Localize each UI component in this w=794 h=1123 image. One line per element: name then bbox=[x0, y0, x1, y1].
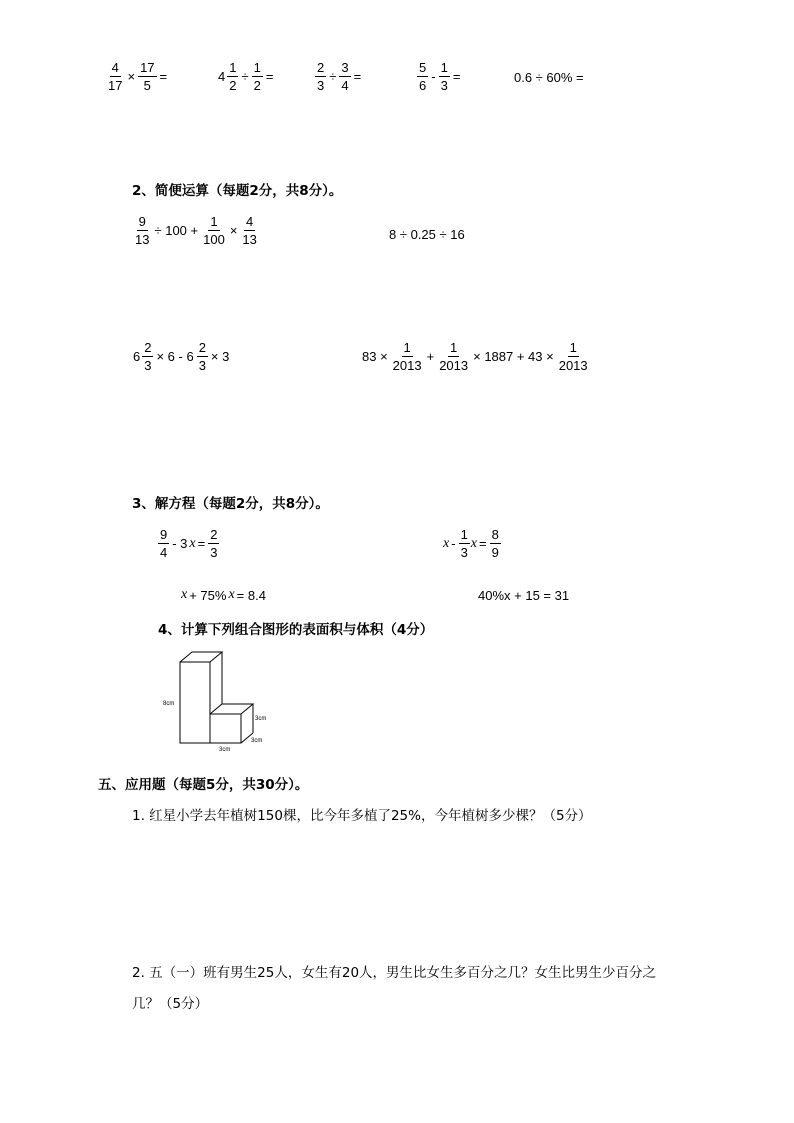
fraction: $\frac{1}{2013}$ bbox=[392, 340, 422, 373]
fraction: $\frac{8}{9}$ bbox=[491, 527, 499, 560]
problem-2-text-line-2: 几？（5分） bbox=[132, 996, 209, 1012]
label-height: 8cm bbox=[163, 701, 175, 707]
fraction: $\frac{2}{3}$ bbox=[198, 340, 206, 373]
label-bottom: 3cm bbox=[219, 747, 231, 753]
fraction: $\frac{1}{100}$ bbox=[203, 214, 225, 247]
problem-2-text-line-1: 2. 五（一）班有男生25人，女生有20人，男生比女生多百分之几？女生比男生少百分之 bbox=[132, 965, 657, 981]
equation-2: x - $\frac{1}{3}$ x = $\frac{8}{9}$ bbox=[443, 527, 499, 560]
fraction: $\frac{4}{13}$ bbox=[242, 214, 257, 247]
calc-expression-1: $\frac{4}{17}$ × $\frac{17}{5}$ = bbox=[108, 60, 168, 93]
fraction: $\frac{2}{3}$ bbox=[317, 60, 325, 93]
equation-4: 40%x + 15 = 31 bbox=[478, 588, 570, 603]
fraction: $\frac{3}{4}$ bbox=[341, 60, 349, 93]
section-5-heading: 五、应用题（每题5分，共30分）。 bbox=[98, 777, 309, 793]
fraction: $\frac{1}{2013}$ bbox=[439, 340, 469, 373]
label-side: 3cm bbox=[255, 716, 267, 722]
simplify-expression-2: 8 ÷ 0.25 ÷ 16 bbox=[389, 227, 465, 242]
fraction: $\frac{4}{17}$ bbox=[108, 60, 123, 93]
calc-expression-5: 0.6 ÷ 60% = bbox=[514, 70, 584, 85]
calc-expression-2: 4 $\frac{1}{2}$ ÷ $\frac{1}{2}$ = bbox=[218, 60, 274, 93]
fraction: $\frac{1}{3}$ bbox=[440, 60, 448, 93]
fraction: $\frac{5}{6}$ bbox=[419, 60, 427, 93]
label-depth: 3cm bbox=[251, 738, 263, 744]
calc-expression-3: $\frac{2}{3}$ ÷ $\frac{3}{4}$ = bbox=[317, 60, 362, 93]
fraction: $\frac{1}{2013}$ bbox=[558, 340, 588, 373]
simplify-expression-3: 6 $\frac{2}{3}$ × 6 - 6 $\frac{2}{3}$ × 3 bbox=[133, 340, 230, 373]
fraction: $\frac{9}{4}$ bbox=[160, 527, 168, 560]
fraction: $\frac{2}{3}$ bbox=[144, 340, 152, 373]
section-3-heading: 3、解方程（每题2分，共8分）。 bbox=[132, 496, 329, 512]
fraction: $\frac{17}{5}$ bbox=[140, 60, 155, 93]
equation-3: x + 75% x = 8.4 bbox=[181, 587, 266, 603]
fraction: $\frac{1}{2}$ bbox=[229, 60, 237, 93]
section-2-heading: 2、简便运算（每题2分，共8分）。 bbox=[132, 183, 343, 199]
fraction: $\frac{1}{2}$ bbox=[253, 60, 261, 93]
section-4-heading: 4、计算下列组合图形的表面积与体积（4分） bbox=[158, 622, 434, 638]
simplify-expression-4: 83 × $\frac{1}{2013}$ + $\frac{1}{2013}$ × 1887 + 43 × $\frac{1}{2013}$ bbox=[362, 340, 588, 373]
fraction: $\frac{1}{3}$ bbox=[460, 527, 468, 560]
simplify-expression-1: $\frac{9}{13}$ ÷ 100 + $\frac{1}{100}$ × $\frac{4}{13}$ bbox=[135, 214, 257, 247]
fraction: $\frac{2}{3}$ bbox=[210, 527, 218, 560]
problem-1-text: 1. 红星小学去年植树150棵，比今年多植了25%，今年植树多少棵？（5分） bbox=[132, 808, 592, 824]
equation-1: $\frac{9}{4}$ - 3 x = $\frac{2}{3}$ bbox=[160, 527, 218, 560]
calc-expression-4: $\frac{5}{6}$ - $\frac{1}{3}$ = bbox=[419, 60, 461, 93]
fraction: $\frac{9}{13}$ bbox=[135, 214, 150, 247]
composite-solid-figure bbox=[158, 646, 278, 756]
